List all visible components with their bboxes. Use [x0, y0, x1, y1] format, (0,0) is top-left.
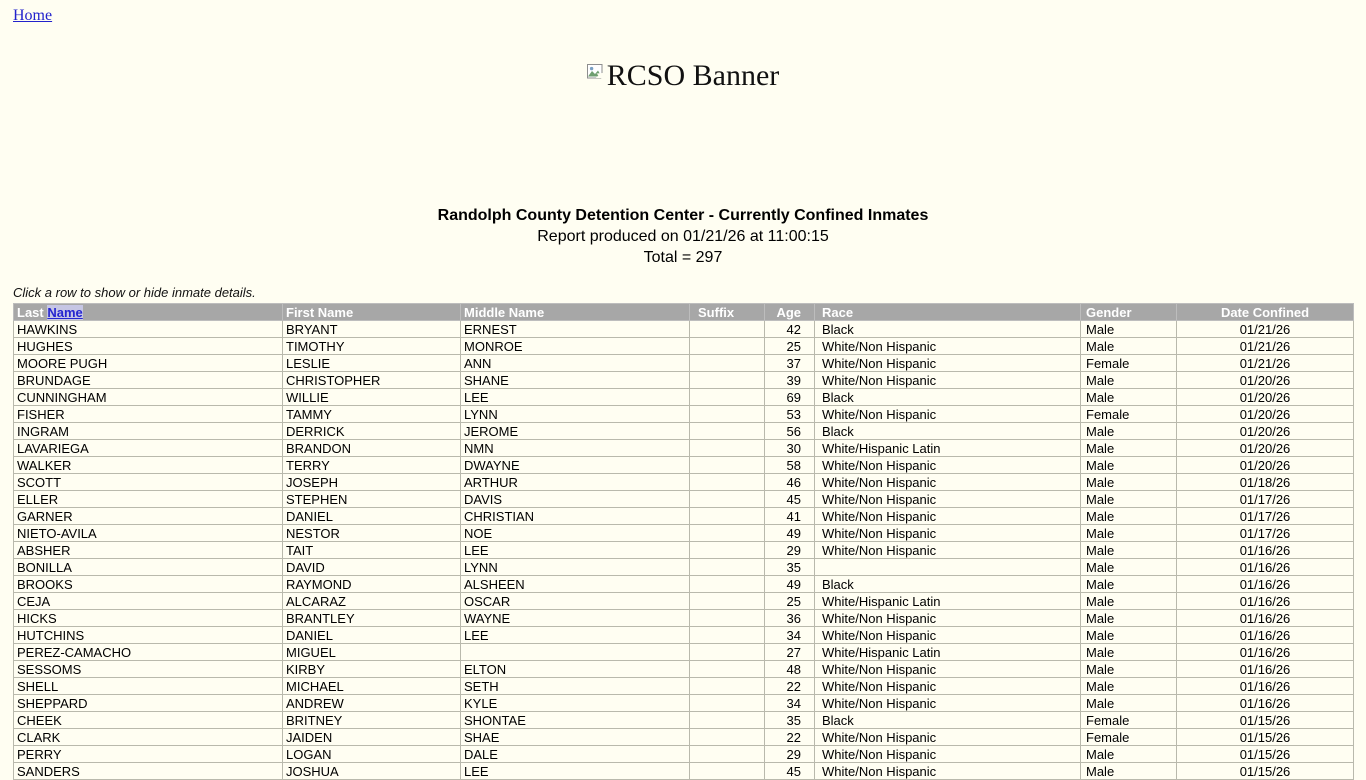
header-first-name: First Name — [283, 304, 461, 321]
cell-gender: Female — [1081, 355, 1177, 372]
cell-gender: Male — [1081, 423, 1177, 440]
cell-race: White/Non Hispanic — [815, 763, 1081, 780]
cell-last-name: LAVARIEGA — [14, 440, 283, 457]
header-last-label: Last — [17, 304, 44, 320]
cell-middle-name: CHRISTIAN — [461, 508, 690, 525]
cell-date-confined: 01/16/26 — [1177, 695, 1354, 712]
cell-date-confined: 01/17/26 — [1177, 525, 1354, 542]
cell-age: 48 — [765, 661, 815, 678]
cell-suffix — [690, 695, 765, 712]
cell-date-confined: 01/16/26 — [1177, 678, 1354, 695]
home-row — [13, 0, 1353, 25]
cell-date-confined: 01/16/26 — [1177, 593, 1354, 610]
cell-middle-name: DAVIS — [461, 491, 690, 508]
broken-image-icon — [587, 64, 604, 86]
cell-first-name: ALCARAZ — [283, 593, 461, 610]
inmate-row[interactable] — [14, 338, 1354, 355]
cell-middle-name: MONROE — [461, 338, 690, 355]
header-gender: Gender — [1081, 304, 1177, 321]
cell-suffix — [690, 729, 765, 746]
table-header-row — [14, 304, 1354, 321]
cell-middle-name: LEE — [461, 627, 690, 644]
cell-middle-name: NOE — [461, 525, 690, 542]
inmate-row[interactable] — [14, 525, 1354, 542]
cell-first-name: TAIT — [283, 542, 461, 559]
cell-gender: Male — [1081, 338, 1177, 355]
cell-first-name: JOSHUA — [283, 763, 461, 780]
cell-last-name: BROOKS — [14, 576, 283, 593]
inmate-row[interactable] — [14, 508, 1354, 525]
cell-race: Black — [815, 576, 1081, 593]
header-last-name — [14, 304, 283, 321]
cell-suffix — [690, 678, 765, 695]
cell-first-name: RAYMOND — [283, 576, 461, 593]
cell-race: White/Non Hispanic — [815, 661, 1081, 678]
cell-suffix — [690, 576, 765, 593]
cell-last-name: CLARK — [14, 729, 283, 746]
cell-race: White/Non Hispanic — [815, 491, 1081, 508]
cell-date-confined: 01/16/26 — [1177, 559, 1354, 576]
cell-first-name: LESLIE — [283, 355, 461, 372]
inmates-table — [13, 303, 1354, 780]
cell-first-name: WILLIE — [283, 389, 461, 406]
cell-gender: Female — [1081, 729, 1177, 746]
cell-last-name: HICKS — [14, 610, 283, 627]
cell-date-confined: 01/20/26 — [1177, 372, 1354, 389]
cell-date-confined: 01/17/26 — [1177, 508, 1354, 525]
cell-suffix — [690, 423, 765, 440]
header-date-confined: Date Confined — [1177, 304, 1354, 321]
cell-suffix — [690, 559, 765, 576]
cell-gender: Male — [1081, 644, 1177, 661]
cell-age: 29 — [765, 542, 815, 559]
cell-date-confined: 01/20/26 — [1177, 406, 1354, 423]
cell-gender: Male — [1081, 627, 1177, 644]
cell-date-confined: 01/16/26 — [1177, 661, 1354, 678]
cell-suffix — [690, 644, 765, 661]
cell-date-confined: 01/21/26 — [1177, 338, 1354, 355]
cell-age: 25 — [765, 338, 815, 355]
cell-age: 45 — [765, 491, 815, 508]
cell-last-name: INGRAM — [14, 423, 283, 440]
cell-age: 35 — [765, 559, 815, 576]
inmate-row[interactable] — [14, 474, 1354, 491]
cell-age: 45 — [765, 763, 815, 780]
cell-middle-name: SETH — [461, 678, 690, 695]
cell-first-name: TERRY — [283, 457, 461, 474]
cell-middle-name: ARTHUR — [461, 474, 690, 491]
cell-last-name: MOORE PUGH — [14, 355, 283, 372]
cell-last-name: BONILLA — [14, 559, 283, 576]
inmate-row[interactable] — [14, 389, 1354, 406]
cell-last-name: PERRY — [14, 746, 283, 763]
cell-date-confined: 01/15/26 — [1177, 729, 1354, 746]
cell-age: 29 — [765, 746, 815, 763]
cell-last-name: SHEPPARD — [14, 695, 283, 712]
cell-age: 25 — [765, 593, 815, 610]
cell-date-confined: 01/20/26 — [1177, 423, 1354, 440]
cell-age: 22 — [765, 678, 815, 695]
cell-age: 69 — [765, 389, 815, 406]
cell-suffix — [690, 542, 765, 559]
cell-last-name: WALKER — [14, 457, 283, 474]
cell-first-name: DANIEL — [283, 627, 461, 644]
cell-last-name: HUGHES — [14, 338, 283, 355]
cell-middle-name: SHONTAE — [461, 712, 690, 729]
cell-race: White/Non Hispanic — [815, 746, 1081, 763]
inmate-row[interactable] — [14, 457, 1354, 474]
cell-race: Black — [815, 389, 1081, 406]
cell-first-name: MIGUEL — [283, 644, 461, 661]
inmate-row[interactable] — [14, 372, 1354, 389]
cell-age: 49 — [765, 576, 815, 593]
cell-suffix — [690, 389, 765, 406]
cell-middle-name: ANN — [461, 355, 690, 372]
cell-gender: Male — [1081, 457, 1177, 474]
cell-last-name: HUTCHINS — [14, 627, 283, 644]
cell-race: Black — [815, 712, 1081, 729]
cell-last-name: FISHER — [14, 406, 283, 423]
cell-race: White/Non Hispanic — [815, 678, 1081, 695]
inmate-row[interactable] — [14, 695, 1354, 712]
cell-race: White/Non Hispanic — [815, 695, 1081, 712]
header-race: Race — [815, 304, 1081, 321]
header-suffix: Suffix — [690, 304, 765, 321]
cell-race: White/Non Hispanic — [815, 525, 1081, 542]
cell-race: White/Non Hispanic — [815, 457, 1081, 474]
cell-date-confined: 01/16/26 — [1177, 542, 1354, 559]
header-middle-name: Middle Name — [461, 304, 690, 321]
cell-gender: Male — [1081, 576, 1177, 593]
cell-suffix — [690, 508, 765, 525]
cell-race: White/Hispanic Latin — [815, 644, 1081, 661]
inmate-row[interactable] — [14, 406, 1354, 423]
cell-suffix — [690, 712, 765, 729]
cell-age: 39 — [765, 372, 815, 389]
cell-suffix — [690, 457, 765, 474]
cell-last-name: GARNER — [14, 508, 283, 525]
cell-suffix — [690, 610, 765, 627]
cell-date-confined: 01/20/26 — [1177, 389, 1354, 406]
cell-last-name: HAWKINS — [14, 321, 283, 338]
cell-first-name: JOSEPH — [283, 474, 461, 491]
inmate-row[interactable] — [14, 763, 1354, 780]
cell-first-name: DERRICK — [283, 423, 461, 440]
cell-date-confined: 01/16/26 — [1177, 610, 1354, 627]
cell-race: White/Non Hispanic — [815, 627, 1081, 644]
cell-first-name: KIRBY — [283, 661, 461, 678]
cell-date-confined: 01/15/26 — [1177, 712, 1354, 729]
cell-race: White/Non Hispanic — [815, 508, 1081, 525]
cell-age: 56 — [765, 423, 815, 440]
cell-last-name: PEREZ-CAMACHO — [14, 644, 283, 661]
cell-middle-name: SHAE — [461, 729, 690, 746]
cell-race: White/Non Hispanic — [815, 610, 1081, 627]
cell-gender: Male — [1081, 525, 1177, 542]
banner — [13, 61, 1353, 91]
cell-middle-name: LEE — [461, 542, 690, 559]
cell-suffix — [690, 661, 765, 678]
cell-gender: Male — [1081, 491, 1177, 508]
cell-race: White/Hispanic Latin — [815, 440, 1081, 457]
cell-race: Black — [815, 423, 1081, 440]
header-age: Age — [765, 304, 815, 321]
cell-date-confined: 01/21/26 — [1177, 355, 1354, 372]
cell-age: 42 — [765, 321, 815, 338]
cell-middle-name: DALE — [461, 746, 690, 763]
cell-middle-name: DWAYNE — [461, 457, 690, 474]
cell-age: 30 — [765, 440, 815, 457]
cell-gender: Male — [1081, 508, 1177, 525]
cell-last-name: ABSHER — [14, 542, 283, 559]
inmate-row[interactable] — [14, 712, 1354, 729]
inmate-row[interactable] — [14, 627, 1354, 644]
cell-age: 35 — [765, 712, 815, 729]
cell-date-confined: 01/16/26 — [1177, 576, 1354, 593]
cell-middle-name: LEE — [461, 763, 690, 780]
report-title: Randolph County Detention Center - Currently Confined Inmates — [437, 207, 929, 224]
cell-suffix — [690, 474, 765, 491]
cell-age: 37 — [765, 355, 815, 372]
cell-last-name: NIETO-AVILA — [14, 525, 283, 542]
cell-age: 58 — [765, 457, 815, 474]
cell-first-name: BRITNEY — [283, 712, 461, 729]
sort-name-link[interactable]: Name — [47, 304, 83, 320]
inmate-row[interactable] — [14, 729, 1354, 746]
cell-last-name: CHEEK — [14, 712, 283, 729]
cell-middle-name: OSCAR — [461, 593, 690, 610]
cell-first-name: TIMOTHY — [283, 338, 461, 355]
cell-middle-name: WAYNE — [461, 610, 690, 627]
cell-middle-name: ALSHEEN — [461, 576, 690, 593]
cell-gender: Male — [1081, 389, 1177, 406]
inmate-row[interactable] — [14, 746, 1354, 763]
cell-last-name: SCOTT — [14, 474, 283, 491]
cell-race: White/Non Hispanic — [815, 729, 1081, 746]
cell-first-name: TAMMY — [283, 406, 461, 423]
inmate-row[interactable] — [14, 661, 1354, 678]
inmate-row[interactable] — [14, 423, 1354, 440]
cell-gender: Male — [1081, 746, 1177, 763]
cell-first-name: BRANDON — [283, 440, 461, 457]
cell-gender: Male — [1081, 440, 1177, 457]
cell-middle-name: LEE — [461, 389, 690, 406]
cell-gender: Male — [1081, 321, 1177, 338]
cell-first-name: MICHAEL — [283, 678, 461, 695]
cell-suffix — [690, 491, 765, 508]
cell-first-name: BRYANT — [283, 321, 461, 338]
cell-age: 27 — [765, 644, 815, 661]
cell-age: 46 — [765, 474, 815, 491]
cell-gender: Male — [1081, 559, 1177, 576]
cell-first-name: STEPHEN — [283, 491, 461, 508]
cell-gender: Male — [1081, 695, 1177, 712]
inmate-row[interactable] — [14, 440, 1354, 457]
inmate-row[interactable] — [14, 593, 1354, 610]
cell-date-confined: 01/20/26 — [1177, 440, 1354, 457]
cell-first-name: NESTOR — [283, 525, 461, 542]
inmate-row[interactable] — [14, 542, 1354, 559]
cell-date-confined: 01/16/26 — [1177, 627, 1354, 644]
cell-suffix — [690, 321, 765, 338]
cell-first-name: DAVID — [283, 559, 461, 576]
cell-race: Black — [815, 321, 1081, 338]
cell-gender: Male — [1081, 763, 1177, 780]
cell-suffix — [690, 406, 765, 423]
cell-first-name: LOGAN — [283, 746, 461, 763]
cell-last-name: ELLER — [14, 491, 283, 508]
cell-middle-name: ERNEST — [461, 321, 690, 338]
cell-date-confined: 01/15/26 — [1177, 763, 1354, 780]
inmate-row[interactable] — [14, 610, 1354, 627]
cell-date-confined: 01/15/26 — [1177, 746, 1354, 763]
cell-suffix — [690, 763, 765, 780]
cell-age: 36 — [765, 610, 815, 627]
cell-age: 41 — [765, 508, 815, 525]
cell-last-name: SESSOMS — [14, 661, 283, 678]
cell-first-name: DANIEL — [283, 508, 461, 525]
cell-middle-name: JEROME — [461, 423, 690, 440]
cell-middle-name: NMN — [461, 440, 690, 457]
inmate-row[interactable] — [14, 355, 1354, 372]
cell-suffix — [690, 440, 765, 457]
cell-gender: Female — [1081, 406, 1177, 423]
cell-suffix — [690, 627, 765, 644]
cell-first-name: BRANTLEY — [283, 610, 461, 627]
inmate-row[interactable] — [14, 559, 1354, 576]
cell-race: White/Non Hispanic — [815, 542, 1081, 559]
cell-age: 53 — [765, 406, 815, 423]
cell-race: White/Non Hispanic — [815, 355, 1081, 372]
cell-suffix — [690, 338, 765, 355]
banner-alt-text: RCSO Banner — [606, 59, 780, 92]
cell-age: 22 — [765, 729, 815, 746]
cell-gender: Male — [1081, 542, 1177, 559]
cell-suffix — [690, 355, 765, 372]
report-produced-line: Report produced on 01/21/26 at 11:00:15 — [537, 228, 829, 245]
cell-race — [815, 559, 1081, 576]
cell-gender: Male — [1081, 474, 1177, 491]
table-caption: Click a row to show or hide inmate details. — [13, 285, 256, 300]
cell-middle-name: KYLE — [461, 695, 690, 712]
cell-date-confined: 01/16/26 — [1177, 644, 1354, 661]
cell-last-name: CUNNINGHAM — [14, 389, 283, 406]
inmate-row[interactable] — [14, 644, 1354, 661]
cell-first-name: CHRISTOPHER — [283, 372, 461, 389]
home-link[interactable]: Home — [13, 7, 53, 24]
cell-race: White/Non Hispanic — [815, 372, 1081, 389]
cell-gender: Male — [1081, 372, 1177, 389]
cell-middle-name: LYNN — [461, 406, 690, 423]
cell-race: White/Hispanic Latin — [815, 593, 1081, 610]
cell-gender: Male — [1081, 610, 1177, 627]
inmate-row[interactable] — [14, 321, 1354, 338]
cell-first-name: ANDREW — [283, 695, 461, 712]
cell-suffix — [690, 372, 765, 389]
cell-age: 34 — [765, 627, 815, 644]
cell-middle-name: LYNN — [461, 559, 690, 576]
cell-suffix — [690, 593, 765, 610]
cell-middle-name — [461, 644, 690, 661]
inmate-row[interactable] — [14, 678, 1354, 695]
cell-age: 34 — [765, 695, 815, 712]
cell-last-name: SANDERS — [14, 763, 283, 780]
cell-middle-name: ELTON — [461, 661, 690, 678]
inmate-row[interactable] — [14, 576, 1354, 593]
report-total: Total = 297 — [643, 249, 723, 266]
cell-last-name: BRUNDAGE — [14, 372, 283, 389]
cell-date-confined: 01/21/26 — [1177, 321, 1354, 338]
cell-gender: Male — [1081, 593, 1177, 610]
title-block — [13, 205, 1353, 268]
cell-date-confined: 01/20/26 — [1177, 457, 1354, 474]
cell-gender: Female — [1081, 712, 1177, 729]
cell-gender: Male — [1081, 678, 1177, 695]
cell-suffix — [690, 746, 765, 763]
inmates-table-body — [14, 321, 1354, 780]
cell-race: White/Non Hispanic — [815, 406, 1081, 423]
cell-suffix — [690, 525, 765, 542]
cell-age: 49 — [765, 525, 815, 542]
cell-last-name: SHELL — [14, 678, 283, 695]
cell-date-confined: 01/17/26 — [1177, 491, 1354, 508]
cell-first-name: JAIDEN — [283, 729, 461, 746]
cell-last-name: CEJA — [14, 593, 283, 610]
cell-middle-name: SHANE — [461, 372, 690, 389]
inmate-row[interactable] — [14, 491, 1354, 508]
cell-gender: Male — [1081, 661, 1177, 678]
cell-date-confined: 01/18/26 — [1177, 474, 1354, 491]
cell-race: White/Non Hispanic — [815, 338, 1081, 355]
cell-race: White/Non Hispanic — [815, 474, 1081, 491]
